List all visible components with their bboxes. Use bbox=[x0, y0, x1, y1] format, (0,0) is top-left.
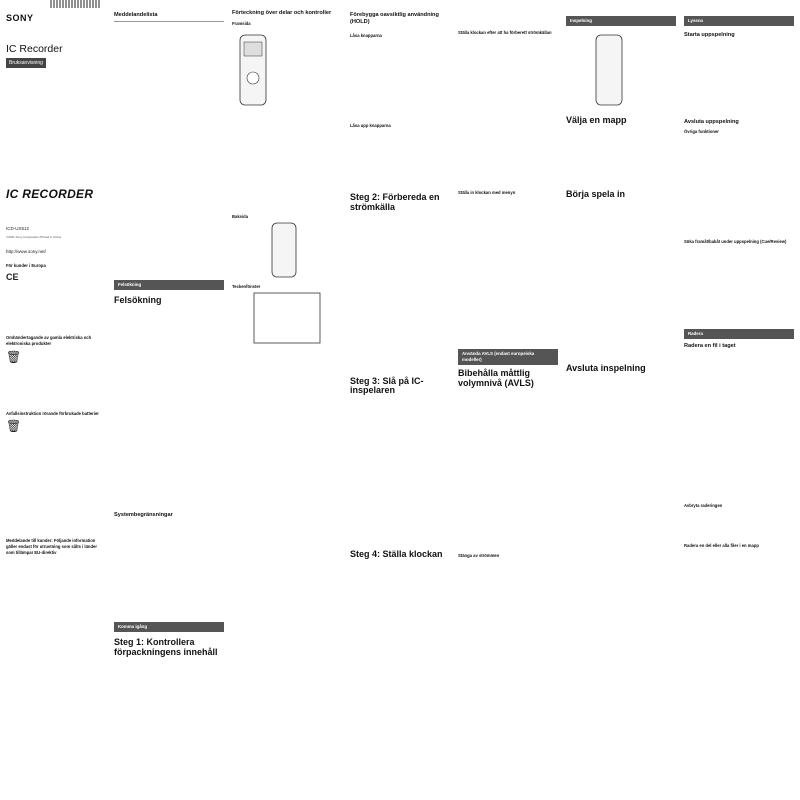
avls-tab: Använda AVLS (endast europeiska modeller) bbox=[458, 349, 558, 365]
front-label: Framsida bbox=[232, 20, 251, 26]
clock-after-power-title: Ställa klockan efter att ha förberett strömkällan bbox=[458, 30, 552, 35]
users-text bbox=[6, 283, 106, 335]
lock-text bbox=[350, 39, 450, 119]
avls-title: Bibehålla måttlig volymnivå (AVLS) bbox=[458, 368, 534, 389]
step1-title: Steg 1: Kontrollera förpackningens innehåll bbox=[114, 637, 218, 658]
hold-title: Förebygga oavsiktlig användning (HOLD) bbox=[350, 12, 439, 25]
clock-menu-text bbox=[458, 195, 558, 345]
select-folder-text bbox=[566, 126, 676, 186]
parts-title: Förteckning över delar och kontroller bbox=[232, 10, 332, 16]
column-7 bbox=[684, 0, 794, 800]
sony-url: http://www.sony.net/ bbox=[6, 249, 46, 255]
start-playback-text bbox=[684, 39, 794, 119]
step2-text bbox=[350, 213, 450, 373]
section-users: För kunder i Europa bbox=[6, 263, 46, 269]
cue-review-text bbox=[684, 245, 794, 325]
step3-title: Steg 3: Slå på IC-inspelaren bbox=[350, 375, 424, 396]
delete-tab: Radera bbox=[684, 329, 794, 339]
troubleshooting-tab: Felsökning bbox=[114, 280, 224, 290]
parts-list bbox=[232, 110, 342, 210]
cue-review-title: Söka framåt/bakåt under uppspelning (Cue/Review) bbox=[684, 239, 787, 245]
battery-text bbox=[24, 418, 106, 478]
cancel-delete-title: Avbryta raderingen bbox=[684, 503, 723, 509]
column-6 bbox=[566, 0, 676, 800]
display-label: Teckenfönster bbox=[232, 284, 261, 290]
listening-tab: Lyssna bbox=[684, 16, 794, 26]
power-off-title: Stänga av strömmen bbox=[458, 553, 500, 558]
dispose-text bbox=[24, 349, 106, 375]
start-recording-text bbox=[566, 200, 676, 360]
clock-menu-title: Ställa in klockan med menyn bbox=[458, 189, 516, 195]
delete-one-title: Radera en fil i taget bbox=[684, 342, 736, 349]
barcode bbox=[50, 0, 100, 8]
troubleshooting-text bbox=[114, 306, 224, 506]
battery-bin-icon: 🗑 bbox=[6, 419, 22, 434]
message-list bbox=[114, 24, 224, 274]
recording-tab: Inspelning bbox=[566, 16, 676, 26]
message-list-title: Meddelandelista bbox=[114, 12, 158, 18]
recording-illustration bbox=[566, 30, 676, 110]
step2-title: Steg 2: Förbereda en strömkälla bbox=[350, 191, 440, 212]
recorder-back-illustration bbox=[232, 220, 342, 280]
column-3 bbox=[232, 0, 342, 800]
stop-playback-title: Avsluta uppspelning bbox=[684, 118, 739, 125]
back-label: Baksida bbox=[232, 214, 249, 220]
select-folder-title: Välja en mapp bbox=[566, 114, 627, 125]
unlock-text bbox=[350, 129, 450, 189]
other-functions-text bbox=[684, 135, 794, 235]
brand-logo: SONY bbox=[6, 13, 34, 23]
product-logo: IC RECORDER bbox=[6, 187, 94, 202]
section-battery: Avfallsinstruktion rörande förbrukade batterier bbox=[6, 410, 99, 416]
system-limits-title: Systembegränsningar bbox=[114, 511, 173, 518]
column-4 bbox=[350, 0, 450, 800]
system-limits-text bbox=[114, 518, 224, 618]
bin-icon: 🗑 bbox=[6, 349, 22, 364]
cover-column bbox=[6, 0, 106, 800]
section-notice: Meddelande till kunder: Följande information gäller endast för utrustning som sålts i länder som tillämpar EU-direktiv bbox=[6, 538, 97, 555]
step4-title: Steg 4: Ställa klockan bbox=[350, 549, 443, 560]
cancel-delete-text bbox=[684, 509, 794, 539]
unlock-title: Låsa upp knapparna bbox=[350, 123, 391, 129]
column-2 bbox=[114, 0, 224, 800]
model-number: ICD-UX512 bbox=[6, 226, 30, 232]
lock-title: Låsa knapparna bbox=[350, 33, 382, 39]
step3-text bbox=[350, 396, 450, 546]
getting-started-tab: Komma igång bbox=[114, 622, 224, 632]
section-dispose: Omhändertagande av gamla elektriska och elektroniska produkter bbox=[6, 335, 92, 346]
recorder-front-illustration bbox=[232, 30, 342, 110]
ce-mark: CE bbox=[6, 272, 19, 283]
start-recording-title: Börja spela in bbox=[566, 188, 626, 199]
copyright: ©2011 Sony Corporation Printed in China bbox=[6, 235, 62, 240]
delete-all-title: Radera en del eller alla filer i en mapp bbox=[684, 543, 759, 548]
troubleshooting-title: Felsökning bbox=[114, 294, 162, 305]
clock-after-power-text bbox=[458, 36, 558, 186]
other-functions-title: Övriga funktioner bbox=[684, 129, 719, 135]
cover-title: IC Recorder bbox=[6, 43, 63, 56]
avls-text bbox=[458, 389, 558, 549]
stop-recording-title: Avsluta inspelning bbox=[566, 362, 646, 373]
cover-subtitle: Bruksanvisning bbox=[6, 58, 46, 68]
display-illustration bbox=[232, 290, 342, 346]
delete-one-text bbox=[684, 349, 794, 499]
column-5 bbox=[458, 0, 558, 800]
start-playback-title: Starta uppspelning bbox=[684, 31, 735, 38]
